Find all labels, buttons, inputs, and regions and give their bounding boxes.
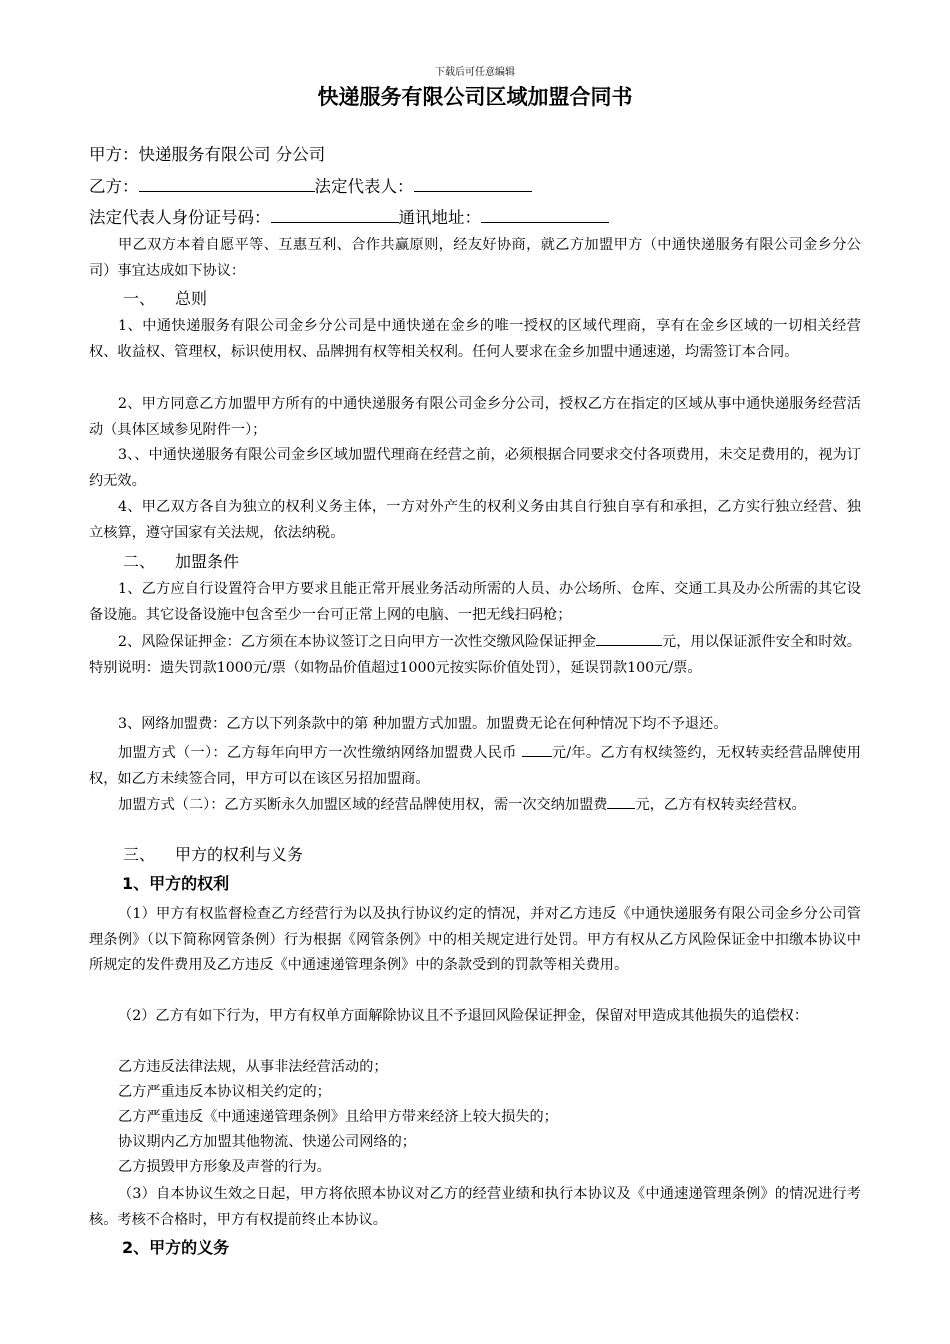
section-number: 一、 xyxy=(123,289,156,308)
party-b-line xyxy=(89,174,532,199)
rights-heading: 1、甲方的权利 xyxy=(122,874,230,893)
rights-clause-1: （1）甲方有权监督检查乙方经营行为以及执行协议约定的情况，并对乙方违反《中通快递服务有限公司金乡分公司管理条例》（以下简称网管条例）行为根据《网管条例》中的相关规定进行处罚。甲方有权从乙方风险保证金中扣缴本协议中所规定的发件费用及乙方违反《中通速递管理条例》中的条款受到的罚款等相关费用。 xyxy=(89,906,861,973)
section-title: 甲方的权利与义务 xyxy=(175,845,304,864)
preamble: 甲乙双方本着自愿平等、互惠互利、合作共赢原则，经友好协商，就乙方加盟甲方（中通快递服务有限公司金乡分公司）事宜达成如下协议： xyxy=(89,237,861,279)
franchise-method-2 xyxy=(89,792,861,819)
list-item: 乙方严重违反《中通速递管理条例》且给甲方带来经济上较大损失的； xyxy=(118,1109,558,1125)
section-number: 二、 xyxy=(123,552,156,571)
section-heading-rights-duties xyxy=(123,843,303,867)
method1-text-b: 元/年。乙方有权续签约，无权转卖经营品牌使用权，如乙方未续签合同，甲方可以在该区另招加盟商。 xyxy=(89,745,861,787)
deposit-text-a: 2、风险保证押金：乙方须在本协议签订之日向甲方一次性交缴风险保证押金 xyxy=(118,634,597,650)
section-title: 加盟条件 xyxy=(175,552,240,571)
legal-rep-blank[interactable] xyxy=(414,174,532,192)
section-number: 三、 xyxy=(123,845,156,864)
list-item: 乙方严重违反本协议相关约定的； xyxy=(118,1084,331,1100)
list-item: 协议期内乙方加盟其他物流、快递公司网络的； xyxy=(118,1134,416,1150)
party-a-line: 甲方：快递服务有限公司 分公司 xyxy=(89,145,326,164)
condition-clause-1: 1、乙方应自行设置符合甲方要求且能正常开展业务活动所需的人员、办公场所、仓库、交通工具及办公所需的其它设备设施。其它设备设施中包含至少一台可正常上网的电脑、一把无线扫码枪； xyxy=(89,581,861,623)
rights-clause-3: （3）自本协议生效之日起，甲方将依照本协议对乙方的经营业绩和执行本协议及《中通速递管理条例》的情况进行考核。考核不合格时，甲方有权提前终止本协议。 xyxy=(89,1186,861,1228)
buyout-fee-blank[interactable] xyxy=(607,792,635,809)
section-heading-general xyxy=(123,287,207,311)
obligations-heading: 2、甲方的义务 xyxy=(122,1238,230,1257)
general-clause-1: 1、中通快递服务有限公司金乡分公司是中通快递在金乡的唯一授权的区域代理商，享有在金乡区域的一切相关经营权、收益权、管理权，标识使用权、品牌拥有权等相关权利。任何人要求在金乡加盟中通速递，均需签订本合同。 xyxy=(89,318,861,360)
condition-clause-3: 3、网络加盟费：乙方以下列条款中的第 种加盟方式加盟。加盟费无论在何种情况下均不予退还。 xyxy=(118,716,728,732)
condition-clause-2 xyxy=(89,629,861,681)
general-clause-2: 2、甲方同意乙方加盟甲方所有的中通快递服务有限公司金乡分公司，授权乙方在指定的区域从事中通快递服务经营活动（具体区域参见附件一）； xyxy=(89,396,861,438)
document-title: 快递服务有限公司区域加盟合同书 xyxy=(317,85,633,109)
general-clause-4: 4、甲乙双方各自为独立的权利义务主体，一方对外产生的权利义务由其自行独自享有和承担，乙方实行独立经营、独立核算，遵守国家有关法规，依法纳税。 xyxy=(89,499,861,541)
general-clause-3: 3、、中通快递服务有限公司金乡区域加盟代理商在经营之前，必须根据合同要求交付各项费用，未交足费用的，视为订约无效。 xyxy=(89,447,861,489)
method2-text-b: 元，乙方有权转卖经营权。 xyxy=(635,797,806,813)
method1-text-a: 加盟方式（一）：乙方每年向甲方一次性缴纳网络加盟费人民币 xyxy=(118,745,522,761)
list-item: 乙方损毁甲方形象及声誉的行为。 xyxy=(118,1159,331,1175)
section-title: 总则 xyxy=(175,289,208,308)
id-blank[interactable] xyxy=(271,205,399,223)
party-b-label: 乙方： xyxy=(89,177,139,196)
rights-clause-2: （2）乙方有如下行为，甲方有权单方面解除协议且不予退回风险保证押金，保留对甲造成其他损失的追偿权： xyxy=(118,1008,809,1024)
party-b-blank[interactable] xyxy=(139,174,315,192)
address-label: 通讯地址： xyxy=(398,208,481,227)
id-label: 法定代表人身份证号码： xyxy=(89,208,271,227)
address-blank[interactable] xyxy=(481,205,609,223)
watermark-text: 下载后可任意编辑 xyxy=(435,67,515,78)
annual-fee-blank[interactable] xyxy=(522,740,552,757)
deposit-amount-blank[interactable] xyxy=(596,629,662,646)
id-address-line xyxy=(89,205,609,230)
legal-rep-label: 法定代表人： xyxy=(314,177,414,196)
franchise-method-1 xyxy=(89,740,861,792)
list-item: 乙方违反法律法规，从事非法经营活动的； xyxy=(118,1059,388,1075)
section-heading-conditions xyxy=(123,550,239,574)
method2-text-a: 加盟方式（二）：乙方买断永久加盟区域的经营品牌使用权，需一次交纳加盟费 xyxy=(118,797,608,813)
deposit-text-b: 元，用以保证派件安全和时效。特别说明：遗失罚款1000元/票（如物品价值超过1000元按实际价值处罚），延误罚款100元/票。 xyxy=(89,634,861,676)
